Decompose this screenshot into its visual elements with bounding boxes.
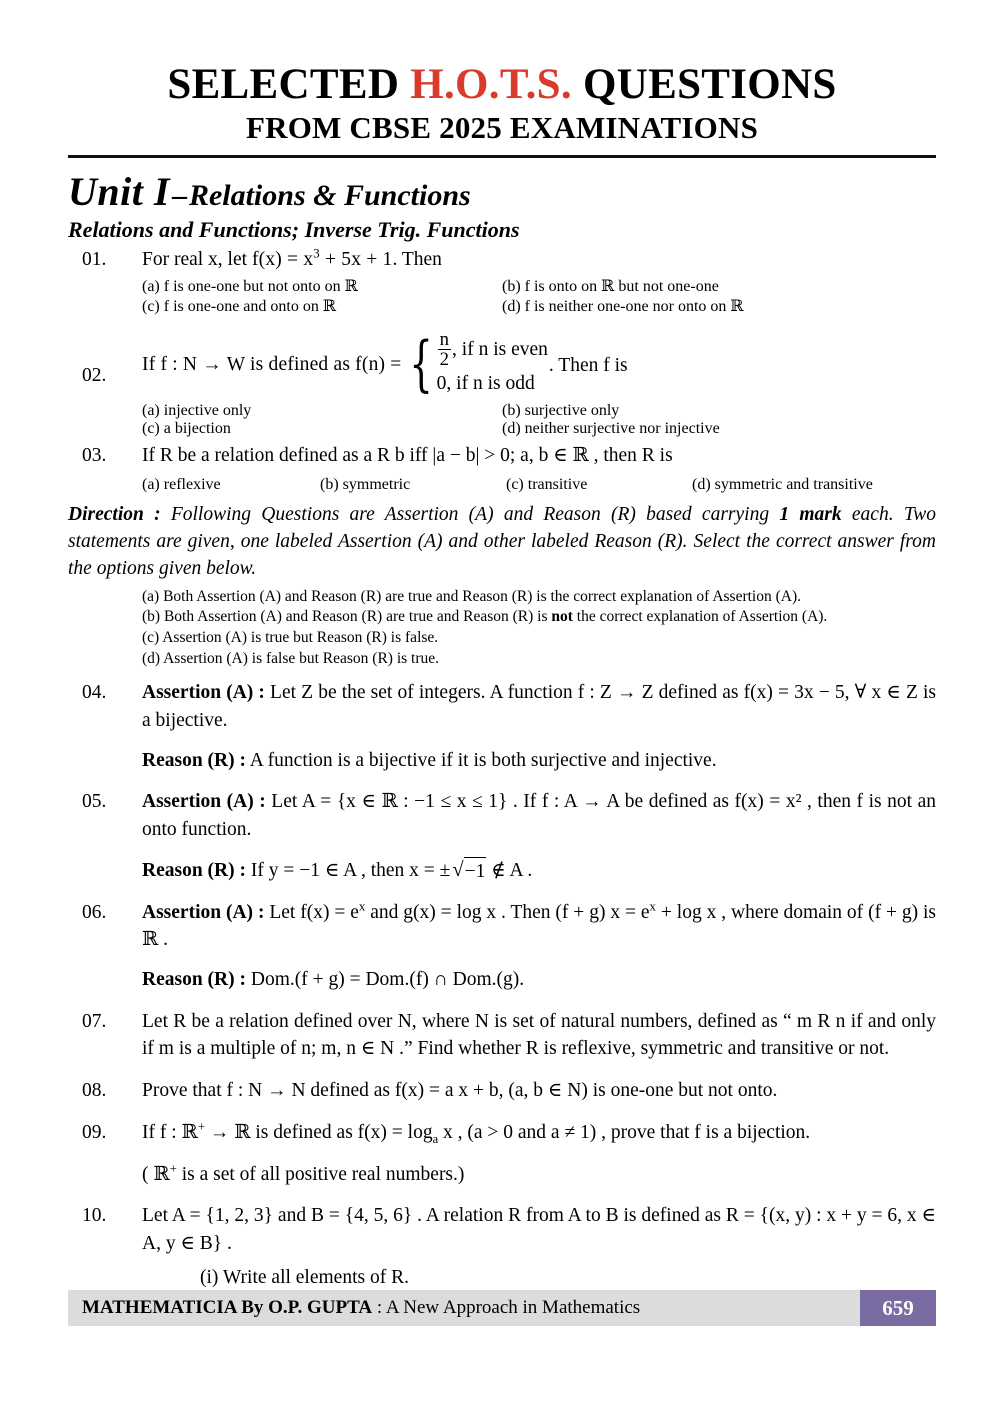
fraction-n-over-2 — [438, 330, 451, 369]
option-a[interactable]: (a) injective only — [142, 402, 252, 420]
assertion-statement — [142, 788, 936, 843]
question-01 — [68, 246, 936, 274]
assertion-text-c: + log x , where domain of (f + g) is ℝ . — [142, 901, 937, 951]
square-root-expression — [450, 856, 486, 885]
direction-option-b[interactable] — [142, 607, 936, 628]
question-number: 07. — [82, 1010, 107, 1032]
note-superscript-plus: + — [169, 1161, 177, 1176]
fraction-numerator: n — [439, 328, 450, 350]
option-d[interactable]: (d) neither surjective nor injective — [502, 420, 720, 438]
option-b[interactable] — [502, 276, 719, 296]
question-subpart-i: (i) Write all elements of R. — [200, 1266, 409, 1288]
question-number: 03. — [82, 445, 107, 467]
question-text: Let A = {1, 2, 3} and B = {4, 5, 6} . A relation R from A to B is defined as R = {(x, y) : x + y = 6, x ∈ A, y ∈ B} . — [142, 1205, 936, 1254]
log-base-subscript: a — [432, 1131, 439, 1146]
piecewise-definition — [402, 330, 547, 398]
question-08 — [68, 1077, 936, 1105]
question-05 — [68, 788, 936, 884]
section-heading: Relations and Functions; Inverse Trig. Functions — [68, 217, 520, 243]
piecewise-cases — [437, 330, 548, 398]
real-set-symbol: ℝ — [730, 295, 744, 315]
question-text — [142, 1119, 936, 1147]
question-02-options-row-2 — [142, 420, 936, 438]
unit-heading — [68, 168, 936, 215]
direction-option-c[interactable]: (c) Assertion (A) is true but Reason (R) is false. — [142, 629, 439, 647]
option-d[interactable]: (d) symmetric and transitive — [692, 476, 873, 494]
stem-fx: f(x) = x — [251, 249, 314, 271]
option-b-label-2: but not one-one — [614, 277, 719, 295]
case-even — [437, 330, 548, 369]
question-01-options-row-1 — [142, 276, 936, 296]
title-part-1: SELECTED — [167, 61, 411, 108]
assertion-text-a: Let f(x) = e — [264, 901, 359, 923]
superscript-plus: + — [197, 1119, 205, 1134]
direction-label: Direction : — [68, 504, 161, 526]
footer-tagline: : A New Approach in Mathematics — [372, 1297, 641, 1318]
question-stem — [142, 330, 936, 398]
reason-statement — [142, 856, 936, 885]
option-d[interactable] — [502, 296, 744, 316]
note-text-a: ( ℝ — [142, 1163, 170, 1185]
reason-statement — [142, 966, 936, 994]
exponent-x-1: x — [358, 899, 366, 914]
brace-glyph: { — [409, 328, 434, 399]
question-number: 08. — [82, 1080, 107, 1102]
stem-lead: If f : N → W is defined as f(n) = — [142, 354, 402, 376]
option-c[interactable]: (c) a bijection — [142, 420, 231, 438]
direction-option-list — [142, 587, 936, 669]
reason-text: Dom.(f + g) = Dom.(f) ∩ Dom.(g). — [245, 969, 525, 991]
question-text-c: x , (a > 0 and a ≠ 1) , prove that f is a bijection. — [438, 1121, 811, 1143]
reason-statement — [142, 747, 936, 775]
question-01-options-row-2 — [142, 296, 936, 316]
question-04 — [68, 679, 936, 774]
question-02 — [68, 330, 936, 398]
question-10 — [68, 1202, 936, 1291]
stem-rest: + 5x + 1 — [319, 249, 393, 271]
option-d-label: (d) f is neither one-one nor onto on — [502, 297, 731, 315]
footer-text — [68, 1297, 640, 1319]
page-number-badge: 659 — [860, 1290, 936, 1326]
header-divider — [68, 155, 936, 158]
assertion-statement — [142, 679, 936, 734]
reason-label: Reason (R) : — [142, 749, 246, 771]
question-03-options-row — [142, 476, 936, 494]
reason-label: Reason (R) : — [142, 969, 246, 991]
page-title — [68, 62, 936, 108]
radical-sign: √ — [452, 858, 464, 881]
unit-dash: – — [171, 179, 187, 213]
question-number: 05. — [82, 791, 107, 813]
reason-text: A function is a bijective if it is both surjective and injective. — [245, 749, 717, 771]
question-number: 06. — [82, 901, 107, 923]
page-footer — [68, 1290, 936, 1326]
masthead — [68, 62, 936, 145]
option-c-label: (c) f is one-one and onto on — [142, 297, 323, 315]
option-b[interactable]: (b) surjective only — [502, 402, 620, 420]
question-09 — [68, 1119, 936, 1188]
question-text: Let R be a relation defined over N, where N is set of natural numbers, defined as “ m R n if and only if m is a multiple of n; m, n ∈ N .” Find whether R is reflexive, symmetric and transitive or not. — [142, 1010, 936, 1060]
stem-formula — [251, 246, 393, 271]
fraction-denominator: 2 — [439, 349, 450, 371]
unit-name: Unit I — [68, 169, 170, 215]
assertion-label: Assertion (A) : — [142, 901, 265, 923]
stem-tail: . Then — [392, 249, 442, 271]
question-text-b: → ℝ is defined as f(x) = log — [205, 1121, 433, 1143]
direction-mark-value: 1 mark — [779, 504, 842, 526]
note-text-b: is a set of all positive real numbers.) — [176, 1163, 465, 1185]
direction-option-b-post: the correct explanation of Assertion (A). — [572, 608, 828, 626]
option-c[interactable] — [142, 296, 502, 316]
question-stem: If R be a relation defined as a R b iff |a − b| > 0; a, b ∈ ℝ , then R is — [142, 445, 673, 467]
option-b[interactable]: (b) symmetric — [320, 476, 411, 494]
direction-option-b-emphasis: not — [551, 608, 573, 626]
question-note — [142, 1161, 936, 1189]
real-set-symbol: ℝ — [322, 295, 337, 315]
question-number: 02. — [82, 364, 107, 386]
real-set-symbol: ℝ — [601, 275, 615, 295]
direction-option-d[interactable]: (d) Assertion (A) is false but Reason (R) is true. — [142, 649, 440, 667]
question-number: 04. — [82, 682, 107, 704]
option-a[interactable] — [142, 276, 502, 296]
question-number: 01. — [82, 249, 107, 271]
question-02-options-row-1 — [142, 402, 936, 420]
direction-paragraph — [68, 502, 936, 583]
footer-brand: MATHEMATICIA By O.P. GUPTA — [82, 1297, 373, 1318]
case-even-text: , if n is even — [452, 338, 548, 360]
stem-exponent: 3 — [313, 246, 320, 261]
question-03 — [68, 442, 936, 470]
assertion-text-b: and g(x) = log x . Then (f + g) x = e — [365, 901, 650, 923]
title-part-2: QUESTIONS — [571, 61, 837, 108]
assertion-text: Let A = {x ∈ ℝ : −1 ≤ x ≤ 1} . If f : A → A be defined as f(x) = x² , then f is not an onto function. — [142, 791, 936, 840]
case-odd-text: 0, if n is odd — [436, 373, 535, 395]
real-set-symbol: ℝ — [344, 275, 358, 295]
assertion-label: Assertion (A) : — [142, 791, 266, 813]
question-text-a: If f : ℝ — [142, 1121, 198, 1143]
question-06 — [68, 899, 936, 994]
option-a-label: (a) f is one-one but not onto on — [142, 277, 345, 295]
assertion-statement — [142, 899, 936, 954]
assertion-text: Let Z be the set of integers. A function f : Z → Z defined as f(x) = 3x − 5, ∀ x ∈ Z is a bijective. — [142, 682, 937, 731]
stem-lead: For real x, let — [142, 249, 252, 271]
question-number: 09. — [82, 1121, 107, 1143]
reason-label: Reason (R) : — [142, 859, 246, 881]
direction-body-b: each. Two statements are given, one labeled Assertion (A) and other labeled Reason (R). Select the correct answer from the options given below. — [68, 504, 937, 579]
reason-text-b: ∉ A . — [486, 859, 533, 881]
page-subtitle: FROM CBSE 2025 EXAMINATIONS — [245, 109, 759, 145]
direction-option-b-pre: (b) Both Assertion (A) and Reason (R) are true and Reason (R) is — [142, 608, 552, 626]
option-a[interactable]: (a) reflexive — [142, 476, 221, 494]
question-stem — [142, 246, 936, 274]
assertion-label: Assertion (A) : — [142, 682, 265, 704]
reason-text-a: If y = −1 ∈ A , then x = ± — [245, 859, 451, 881]
direction-option-a[interactable]: (a) Both Assertion (A) and Reason (R) are true and Reason (R) is the correct explanation of Assertion (A). — [142, 587, 801, 605]
question-text: Prove that f : N → N defined as f(x) = a x + b, (a, b ∈ N) is one-one but not onto. — [142, 1080, 778, 1102]
page-content — [68, 62, 936, 1293]
stem-tail: . Then f is — [548, 355, 628, 377]
title-hots: H.O.T.S. — [410, 61, 572, 108]
exponent-x-2: x — [649, 899, 656, 914]
option-b-label: (b) f is onto on — [502, 277, 602, 295]
option-c[interactable]: (c) transitive — [506, 476, 588, 494]
question-number: 10. — [82, 1205, 107, 1227]
question-07 — [68, 1008, 936, 1063]
unit-topic: Relations & Functions — [188, 179, 471, 213]
direction-body-a: Following Questions are Assertion (A) and Reason (R) based carrying — [160, 504, 780, 526]
radicand: −1 — [464, 857, 487, 886]
